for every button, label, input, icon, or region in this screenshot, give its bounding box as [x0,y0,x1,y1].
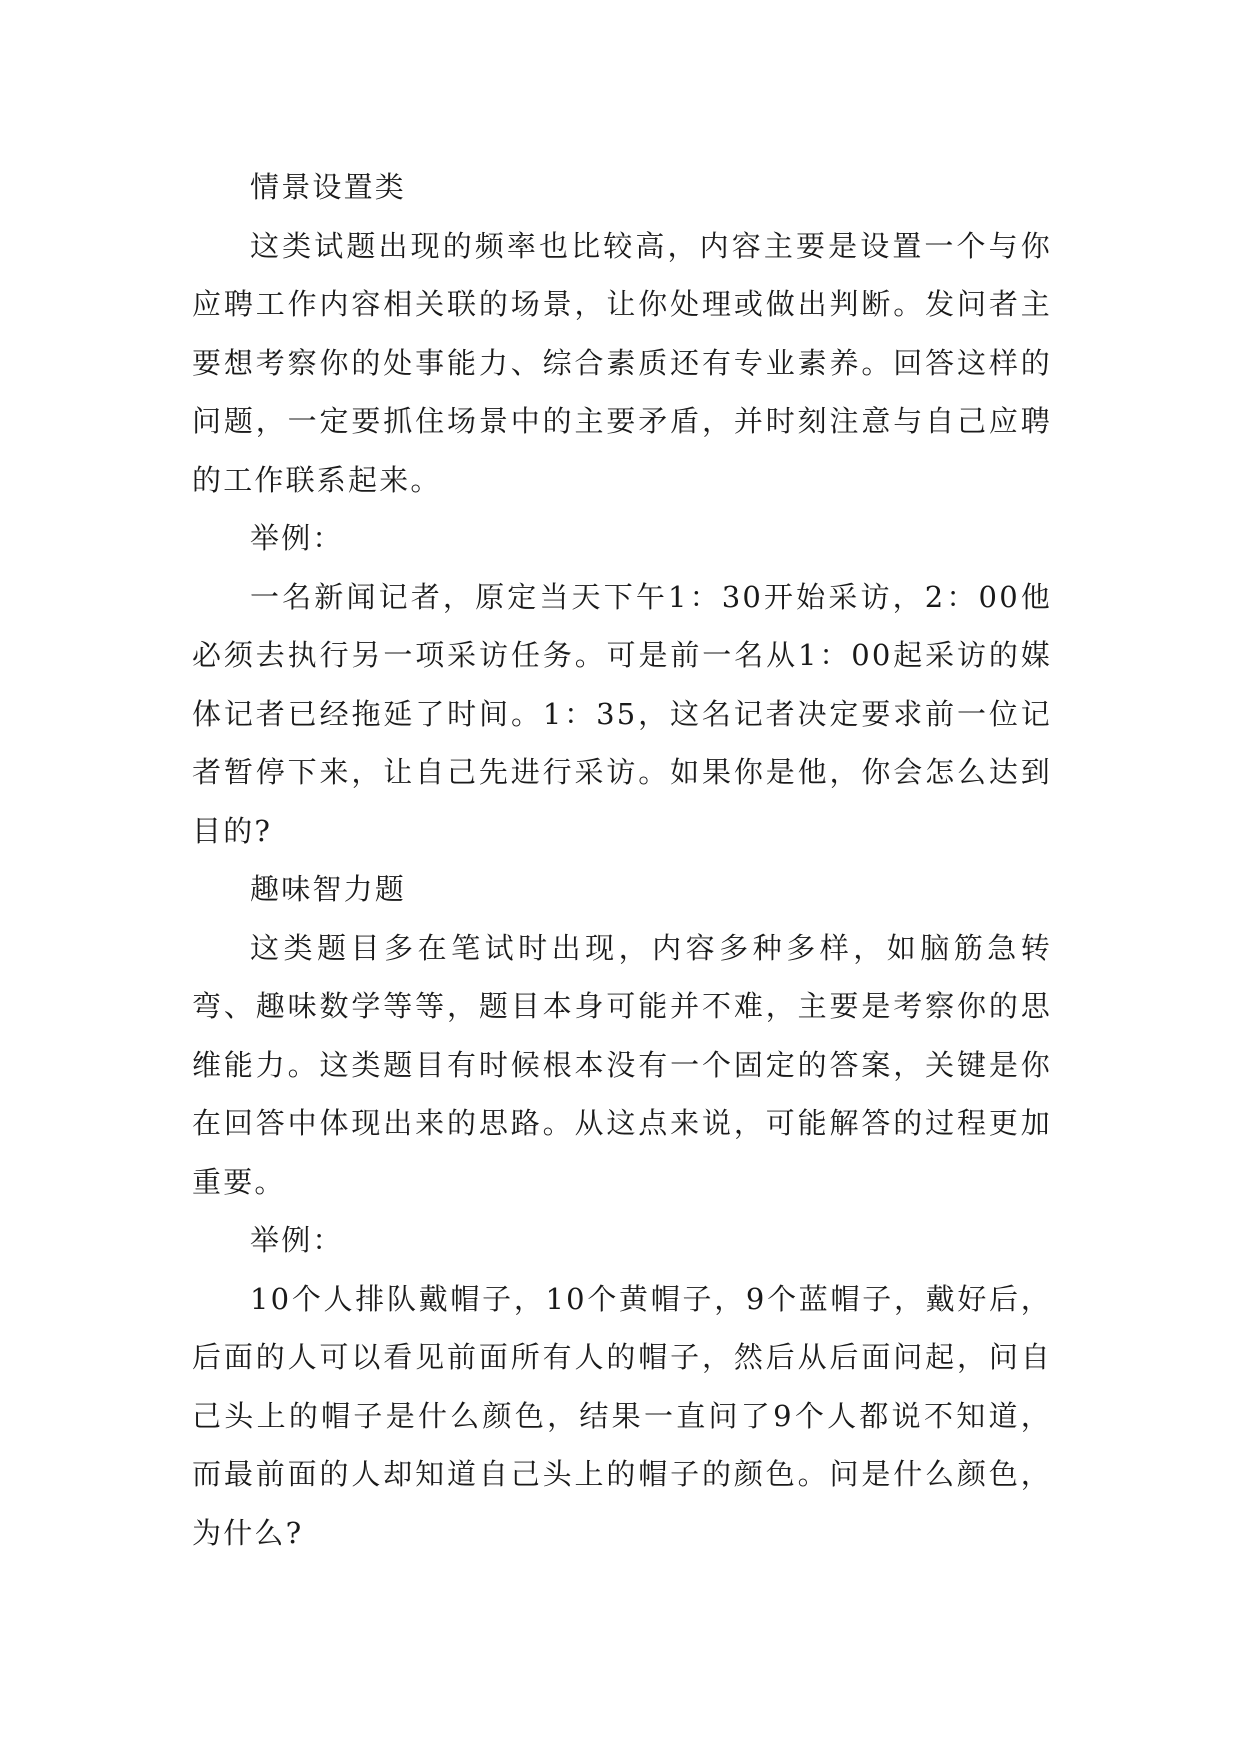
section-heading-scenario: 情景设置类 [250,170,407,204]
document-body [192,158,1052,1562]
paragraph-reporter-example: 一名新闻记者，原定当天下午1：30开始采访，2：00他必须去执行另一项采访任务。可是前一名从1：00起采访的媒体记者已经拖延了时间。1：35，这名记者决定要求前一位记者暂停下来，让自己先进行采访。如果你是他，你会怎么达到目的? [192,579,1052,848]
paragraph-scenario-description: 这类试题出现的频率也比较高，内容主要是设置一个与你应聘工作内容相关联的场景，让你处理或做出判断。发问者主要想考察你的处事能力、综合素质还有专业素养。回答这样的问题，一定要抓住场景中的主要矛盾，并时刻注意与自己应聘的工作联系起来。 [192,228,1052,497]
example-label: 举例： [250,521,344,555]
example-label: 举例： [250,1223,344,1257]
section-heading-puzzle: 趣味智力题 [250,872,407,906]
paragraph-puzzle-description: 这类题目多在笔试时出现，内容多种多样，如脑筋急转弯、趣味数学等等，题目本身可能并不难，主要是考察你的思维能力。这类题目有时候根本没有一个固定的答案，关键是你在回答中体现出来的思路。从这点来说，可能解答的过程更加重要。 [192,930,1052,1199]
paragraph-hat-puzzle: 10个人排队戴帽子，10个黄帽子，9个蓝帽子，戴好后，后面的人可以看见前面所有人的帽子，然后从后面问起，问自己头上的帽子是什么颜色，结果一直问了9个人都说不知道，而最前面的人却知道自己头上的帽子的颜色。问是什么颜色，为什么? [192,1281,1052,1550]
